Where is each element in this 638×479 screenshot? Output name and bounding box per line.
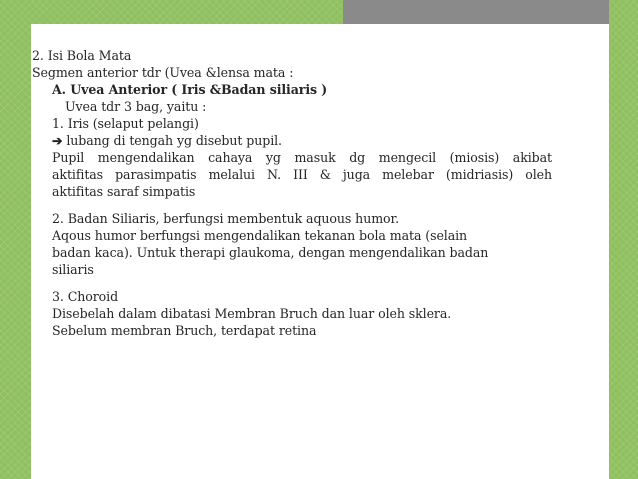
aqous-paragraph-line: badan kaca). Untuk therapi glaukoma, dengan mengendalikan badan <box>52 245 489 260</box>
pupil-paragraph-line: aktifitas parasimpatis melalui N. III & juga melebar (midriasis) oleh <box>52 167 552 182</box>
section-a-title: A. Uvea Anterior ( Iris &Badan siliaris ) <box>52 82 328 97</box>
iris-item: 1. Iris (selaput pelangi) <box>52 116 199 131</box>
intro-line: Segmen anterior tdr (Uvea &lensa mata : <box>32 65 294 80</box>
aqous-paragraph-line: Aqous humor berfungsi mengendalikan tekanan bola mata (selain <box>52 228 468 243</box>
choroid-paragraph-line: Sebelum membran Bruch, terdapat retina <box>52 323 317 338</box>
arrow-right-icon: ➔ <box>52 133 63 148</box>
choroid-item: 3. Choroid <box>52 289 119 304</box>
top-decor-bar <box>343 0 609 24</box>
ciliary-item: 2. Badan Siliaris, berfungsi membentuk aquous humor. <box>52 211 399 226</box>
section-heading: 2. Isi Bola Mata <box>32 48 132 63</box>
uvea-parts-line: Uvea tdr 3 bag, yaitu : <box>65 99 207 114</box>
slide-content <box>32 47 552 339</box>
choroid-paragraph-line: Disebelah dalam dibatasi Membran Bruch dan luar oleh sklera. <box>52 306 452 321</box>
pupil-paragraph-end: aktifitas saraf simpatis <box>52 184 196 199</box>
pupil-line <box>32 132 552 149</box>
aqous-paragraph-line: siliaris <box>52 262 94 277</box>
pupil-paragraph-line: Pupil mengendalikan cahaya yg masuk dg mengecil (miosis) akibat <box>52 150 552 165</box>
pupil-line-text: lubang di tengah yg disebut pupil. <box>62 133 282 148</box>
